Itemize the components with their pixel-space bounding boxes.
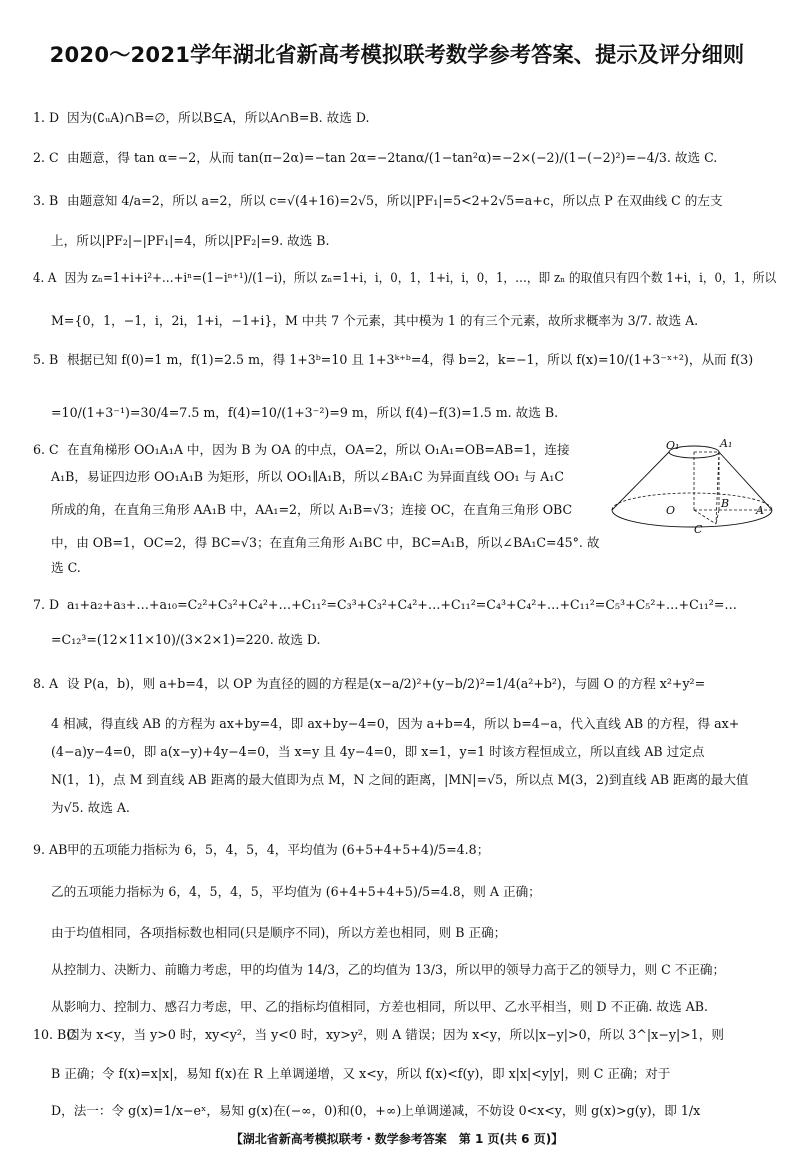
answer-text: 由题意知 4/a=2，所以 a=2，所以 c=√(4+16)=2√5，所以|PF₁|=5<2+2√5=a+c，所以点 P 在双曲线 C 的左支 [67,193,723,208]
label-A1: A₁ [720,438,733,450]
answer-text: D，法一：令 g(x)=1/x−eˣ，易知 g(x)在(−∞，0)和(0，+∞)上单调递减，不妨设 0<x<y，则 g(x)>g(y)，即 1/x [51,1103,701,1118]
question-number: 5. B [33,352,59,367]
answer-text: =10/(1+3⁻¹)=30/4=7.5 m，f(4)=10/(1+3⁻²)=9 m，所以 f(4)−f(3)=1.5 m. 故选 B. [51,405,559,420]
page-title: 2020～2021学年湖北省新高考模拟联考数学参考答案、提示及评分细则 [49,43,745,68]
answer-line [33,1027,724,1043]
question-number: 1. D [33,110,60,125]
answer-line [33,597,737,613]
answer-line [33,842,489,858]
answer-text: 由题意，得 tan α=−2，从而 tan(π−2α)=−tan 2α=−2tanα/(1−tan²α)=−2×(−2)/(1−(−2)²)=−4/3. 故选 C. [67,150,718,165]
answer-line [33,193,723,209]
answer-text: 设 P(a，b)，则 a+b=4，以 OP 为直径的圆的方程是(x−a/2)²+(y−b/2)²=1/4(a²+b²)，与圆 O 的方程 x²+y²= [67,676,706,691]
question-number: 10. BC [33,1027,77,1042]
answer-text: 4 相减，得直线 AB 的方程为 ax+by=4，即 ax+by−4=0，因为 a+b=4，所以 b=4−a，代入直线 AB 的方程，得 ax+ [51,716,740,731]
answer-text: N(1，1)，点 M 到直线 AB 距离的最大值即为点 M，N 之间的距离，|MN|=√5，所以点 M(3，2)到直线 AB 距离的最大值 [51,772,749,787]
answer-text: 因为 zₙ=1+i+i²+…+iⁿ=(1−iⁿ⁺¹)/(1−i)，所以 zₙ=1+i，i，0，1，1+i，i，0，1，…，即 zₙ 的取值只有四个数 1+i，i，0，1，所以 [64,270,777,285]
page-footer: 【湖北省新高考模拟联考・数学参考答案 第 1 页(共 6 页)】 [230,1132,564,1146]
question-number: 8. A [33,676,59,691]
answer-continuation-line [51,999,708,1015]
question-number: 9. AB [33,842,68,857]
label-O: O [666,504,676,517]
answer-line [33,442,570,458]
answer-continuation-line [51,469,564,485]
answer-text: 从影响力、控制力、感召力考虑，甲、乙的指标均值相同，方差也相同，所以甲、乙水平相当，则 D 不正确. 故选 AB. [51,999,708,1014]
answer-text: 在直角梯形 OO₁A₁A 中，因为 B 为 OA 的中点，OA=2，所以 O₁A₁=OB=AB=1，连接 [67,442,570,457]
answer-line [33,270,776,286]
answer-text: 从控制力、决断力、前瞻力考虑，甲的均值为 14/3，乙的均值为 13/3，所以甲的领导力高于乙的领导力，则 C 不正确； [51,962,726,977]
question-number: 6. C [33,442,59,457]
frustum-diagram [604,438,774,534]
answer-text: 甲的五项能力指标为 6，5，4，5，4，平均值为 (6+5+4+5+4)/5=4.8； [67,842,490,857]
answer-text: 乙的五项能力指标为 6，4，5，4，5，平均值为 (6+4+5+4+5)/5=4.8，则 A 正确； [51,884,541,899]
answer-continuation-line [51,925,506,941]
answer-text: 为√5. 故选 A. [51,800,130,815]
answer-continuation-line [51,535,600,551]
segment-A1C [716,452,719,524]
answer-text: 因为 x<y，当 y>0 时，xy<y²，当 y<0 时，xy>y²，则 A 错误；因为 x<y，所以|x−y|>0，所以 3^|x−y|>1，则 [67,1027,724,1042]
answer-line [33,352,753,368]
answer-continuation-line [51,962,725,978]
question-number: 3. B [33,193,59,208]
answer-continuation-line [51,560,81,576]
answer-text: M={0，1，−1，i，2i，1+i，−1+i}，M 中共 7 个元素，其中模为 1 的有三个元素，故所求概率为 3/7. 故选 A. [51,313,699,328]
answer-continuation-line [51,405,558,421]
answer-continuation-line [51,1066,670,1082]
answer-line [33,676,705,692]
label-A: A [756,504,764,517]
answer-text: a₁+a₂+a₃+…+a₁₀=C₂²+C₃²+C₄²+…+C₁₁²=C₃³+C₃²+C₄²+…+C₁₁²=C₄³+C₄²+…+C₁₁²=C₅³+C₅²+…+C₁₁²=… [67,597,737,612]
answer-continuation-line [51,632,321,648]
answer-continuation-line [51,772,749,788]
answer-text: 根据已知 f(0)=1 m，f(1)=2.5 m，得 1+3ᵇ=10 且 1+3ᵏ⁺ᵇ=4，得 b=2，k=−1，所以 f(x)=10/(1+3⁻ˣ⁺²)，从而 f(3) [67,352,754,367]
answer-continuation-line [51,233,330,249]
answer-continuation-line [51,744,704,760]
answer-continuation-line [51,716,739,732]
label-B: B [721,497,730,510]
label-O1: O₁ [666,439,680,452]
question-number: 2. C [33,150,59,165]
answer-continuation-line [51,1103,700,1119]
answer-text: 所成的角，在直角三角形 AA₁B 中，AA₁=2，所以 A₁B=√3；连接 OC，在直角三角形 OBC [51,502,573,517]
answer-line [33,150,717,166]
question-number: 4. A [33,270,57,285]
question-number: 7. D [33,597,60,612]
answer-text: 中，由 OB=1，OC=2，得 BC=√3；在直角三角形 A₁BC 中，BC=A₁B，所以∠BA₁C=45°. 故 [51,535,600,550]
answer-continuation-line [51,502,572,518]
answer-text: 因为(∁ᵤA)∩B=∅，所以B⊆A，所以A∩B=B. 故选 D. [67,110,370,125]
left-generatrix [612,452,669,510]
answer-text: (4−a)y−4=0，即 a(x−y)+4y−4=0，当 x=y 且 4y−4=0，即 x=1，y=1 时该方程恒成立，所以直线 AB 过定点 [51,744,705,759]
answer-text: 上，所以|PF₂|−|PF₁|=4，所以|PF₂|=9. 故选 B. [51,233,330,248]
answer-text: A₁B，易证四边形 OO₁A₁B 为矩形，所以 OO₁∥A₁B，所以∠BA₁C 为异面直线 OO₁ 与 A₁C [51,469,564,484]
bottom-base-back-arc [612,493,772,510]
frustum-figure [604,438,774,534]
answer-continuation-line [51,800,130,816]
answer-continuation-line [51,884,541,900]
answer-text: 由于均值相同，各项指标数也相同(只是顺序不同)，所以方差也相同，则 B 正确； [51,925,507,940]
segment-OC [694,510,716,524]
answer-continuation-line [51,313,698,329]
answer-text: B 正确；令 f(x)=x|x|，易知 f(x)在 R 上单调递增，又 x<y，所以 f(x)<f(y)，即 x|x|<y|y|，则 C 正确；对于 [51,1066,671,1081]
bottom-base-front-arc [612,510,772,527]
label-C: C [694,523,703,534]
answer-text: =C₁₂³=(12×11×10)/(3×2×1)=220. 故选 D. [51,632,321,647]
answer-text: 选 C. [51,560,81,575]
answer-line [33,110,370,126]
